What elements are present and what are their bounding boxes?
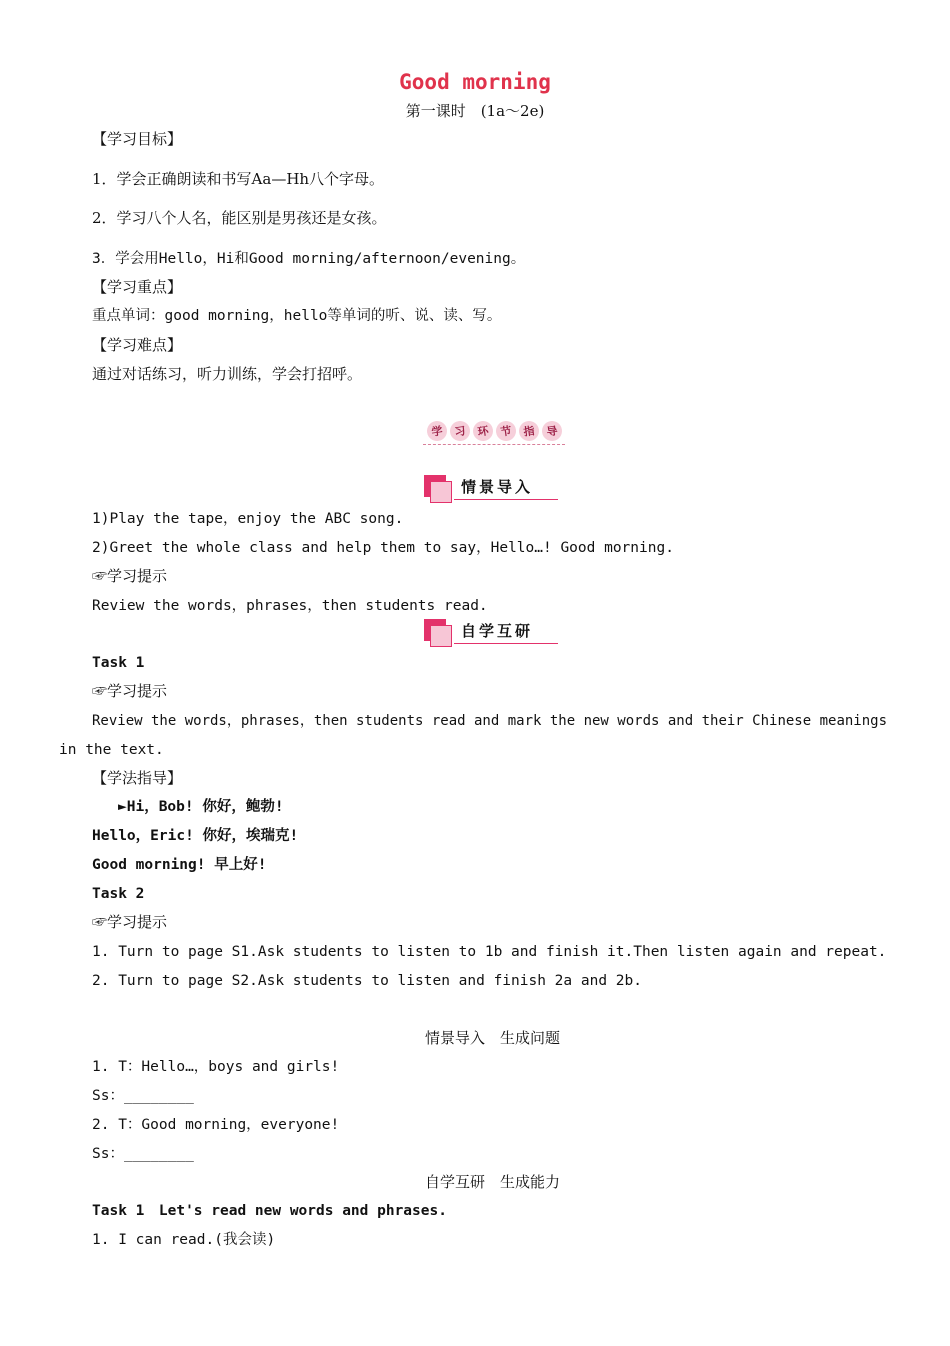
- method-line: Good morning! 早上好!: [92, 857, 267, 873]
- banner-char: 导: [540, 420, 563, 443]
- lesson-title: Good morning: [399, 70, 551, 94]
- dialogue-line: Ss：________: [92, 1146, 194, 1162]
- banner-char: 节: [494, 420, 517, 443]
- section-square-icon: [430, 481, 452, 503]
- difficulty-header: 【学习难点】: [92, 336, 183, 354]
- goal-item: 3．学会用Hello，Hi和Good morning/afternoon/evening。: [92, 251, 526, 267]
- section-label: 情景导入: [461, 478, 534, 496]
- banner-char: 习: [448, 420, 471, 443]
- part-header: 自学互研 生成能力: [424, 1173, 560, 1191]
- goal-item: 2．学习八个人名，能区别是男孩还是女孩。: [92, 209, 387, 227]
- study-tip-text: Review the words，phrases，then students read.: [92, 598, 488, 614]
- task-step: 1. I can read.(我会读): [92, 1232, 276, 1248]
- section-underline: [454, 643, 558, 644]
- study-tip-label: ☞学习提示: [92, 682, 168, 700]
- task-step: 1. Turn to page S1.Ask students to listen to 1b and finish it.Then listen again and repeat.: [92, 944, 887, 960]
- intro-step: 2)Greet the whole class and help them to say，Hello…! Good morning.: [92, 540, 674, 556]
- method-header: 【学法指导】: [92, 769, 183, 787]
- goal-item: 1．学会正确朗读和书写Aa—Hh八个字母。: [92, 170, 385, 188]
- part-header: 情景导入 生成问题: [424, 1029, 560, 1047]
- goals-header: 【学习目标】: [92, 130, 183, 148]
- dialogue-line: Ss：________: [92, 1088, 194, 1104]
- banner-char: 环: [471, 420, 494, 443]
- study-tip-text: in the text.: [59, 742, 164, 758]
- banner-char: 学: [425, 420, 448, 443]
- guide-banner: [423, 420, 565, 446]
- section-heading-intro: [424, 475, 558, 503]
- key-text: 重点单词：good morning，hello等单词的听、说、读、写。: [92, 308, 502, 324]
- task-step: 2. Turn to page S2.Ask students to listen and finish 2a and 2b.: [92, 973, 642, 989]
- task-title: Task 1: [92, 655, 145, 671]
- intro-step: 1)Play the tape，enjoy the ABC song.: [92, 511, 404, 527]
- study-tip-label: ☞学习提示: [92, 567, 168, 585]
- method-line: Hello，Eric! 你好，埃瑞克!: [92, 828, 299, 844]
- section-label: 自学互研: [461, 622, 534, 640]
- task-title: Task 1 Let's read new words and phrases.: [92, 1203, 447, 1219]
- lesson-subtitle: 第一课时 (1a～2e): [405, 102, 545, 120]
- banner-char: 指: [517, 420, 540, 443]
- method-line: ►Hi，Bob! 你好，鲍勃!: [118, 799, 284, 815]
- task-title: Task 2: [92, 886, 145, 902]
- key-header: 【学习重点】: [92, 278, 183, 296]
- banner-underline: [423, 444, 565, 445]
- difficulty-text: 通过对话练习，听力训练，学会打招呼。: [92, 365, 363, 383]
- study-tip-label: ☞学习提示: [92, 913, 168, 931]
- dialogue-line: 2. T：Good morning，everyone!: [92, 1117, 340, 1133]
- section-underline: [454, 499, 558, 500]
- section-heading-self-study: [424, 619, 558, 647]
- dialogue-line: 1. T：Hello…，boys and girls!: [92, 1059, 340, 1075]
- section-square-icon: [430, 625, 452, 647]
- study-tip-text: Review the words，phrases，then students read and mark the new words and their Chinese meanings: [92, 713, 888, 729]
